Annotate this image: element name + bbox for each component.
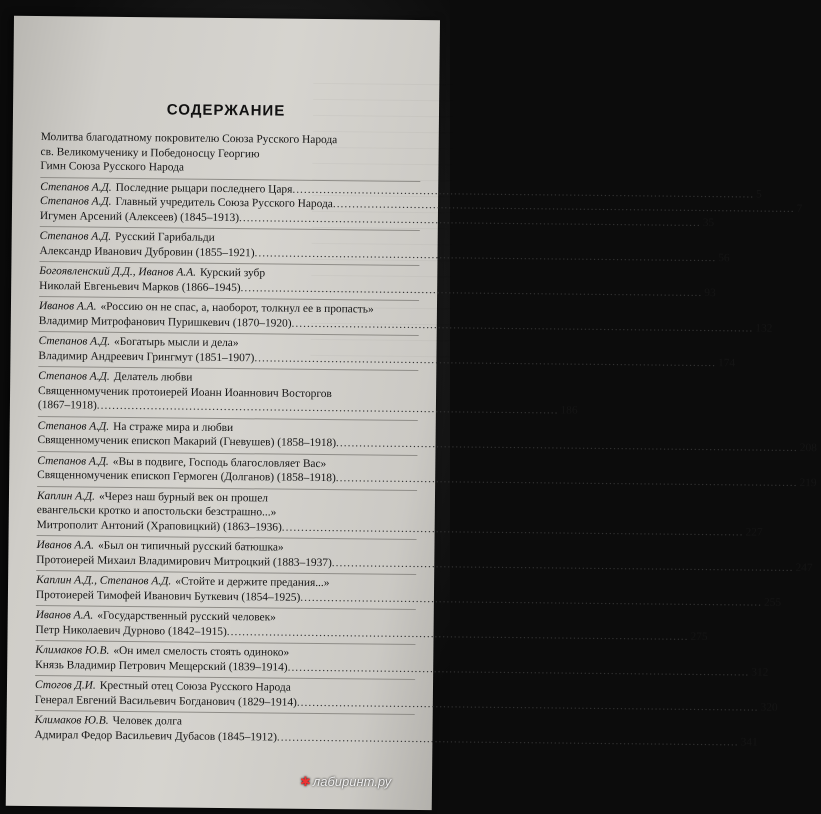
toc-leader-dots (332, 556, 794, 575)
toc-page-number: 341 (740, 735, 758, 749)
toc-author: Стогов Д.И. (34, 679, 96, 692)
toc-page-number: 93 (704, 286, 716, 299)
toc-entry (35, 605, 708, 643)
toc-page-number: 227 (745, 525, 763, 539)
toc-title: Главный учредитель Союза Русского Народа (115, 195, 333, 211)
toc-author: Степанов А.Д. (40, 180, 112, 194)
toc-author: Иванов А.А. (35, 609, 94, 622)
toc-entry (35, 570, 782, 609)
toc-title: Последние рыцари последнего Царя (115, 181, 293, 196)
toc-title: евангельски кротко и апостольски безстрашно...» (36, 504, 277, 519)
toc-line (39, 209, 715, 229)
toc-entry (38, 296, 773, 335)
toc-title: св. Великомученику и Победоносцу Георгию (40, 145, 260, 160)
toc-entry (34, 675, 778, 714)
toc-title: Курский зубр (199, 266, 266, 280)
watermark-text: лабиринт.ру (312, 774, 392, 789)
toc-entry (36, 486, 763, 539)
toc-title: Протоиерей Тимофей Иванович Буткевич (1854–1925) (35, 588, 301, 604)
watermark (300, 774, 391, 790)
toc-entry (37, 366, 578, 417)
toc-line (40, 159, 420, 177)
toc-page-number: 320 (760, 701, 778, 714)
toc-title: «Он имел смелость стоять одиноко» (113, 644, 290, 659)
toc-page-number: 5 (756, 188, 762, 201)
toc-line (35, 658, 769, 679)
toc-title: Игумен Арсений (Алексеев) (1845–1913) (39, 209, 240, 224)
toc-page-number: 312 (751, 666, 769, 679)
toc-page-number: 208 (799, 442, 817, 455)
toc-entry (39, 177, 803, 229)
toc-title: «Был он типичный русский батюшка» (97, 539, 284, 554)
toc-author: Степанов А.Д. (38, 335, 111, 348)
toc-title: «Россию он не спас, а, наоборот, толкнул ее в пропасть» (100, 300, 374, 316)
toc-title: Гимн Союза Русского Народа (40, 160, 185, 174)
toc-author: Степанов А.Д. (37, 454, 109, 468)
toc-author: Степанов А.Д. (40, 195, 112, 208)
toc-author: Климаков Ю.В. (34, 714, 109, 727)
labirint-logo-icon: ✱ (300, 774, 311, 789)
toc-author: Степанов А.Д. (38, 370, 110, 383)
toc-entry (38, 331, 736, 369)
toc-page-number: 219 (799, 477, 817, 490)
toc-leader-dots (282, 520, 744, 539)
toc-line (37, 398, 578, 417)
toc-line (34, 728, 758, 749)
toc-line (35, 623, 708, 643)
toc-title: Николай Евгеньевич Марков (1866–1945) (39, 279, 241, 294)
toc-title: Протоиерей Михаил Владимирович Митроцкий (1883–1937) (36, 553, 332, 569)
toc-leader-dots (336, 436, 798, 455)
toc-page-number: 132 (755, 322, 773, 335)
toc-author: Богоявленский Д.Д., Иванов А.А. (39, 265, 197, 279)
toc-page-number: 35 (702, 216, 715, 229)
toc-title: Петр Николаевич Дурново (1842–1915) (35, 623, 227, 638)
toc-page-number: 275 (690, 630, 708, 643)
toc-title: Молитва благодатному покровителю Союза Русского Народа (40, 131, 338, 147)
toc-title: «Богатырь мысли и дела» (114, 335, 239, 350)
toc-title: Адмирал Федор Васильевич Дубасов (1845–1912) (34, 728, 277, 744)
toc-line (36, 553, 813, 574)
toc-author: Климаков Ю.В. (35, 644, 110, 657)
toc-title: Крестный отец Союза Русского Народа (99, 679, 291, 694)
book-page (6, 16, 817, 810)
toc-title: Делатель любви (113, 370, 193, 384)
toc-title: Священномученик епископ Гермоген (Долганов) (1858–1918) (37, 469, 336, 485)
toc-line (35, 588, 782, 609)
toc-title: Священномученик протоиерей Иоанн Иоаннович Восторгов (38, 384, 332, 400)
toc-page-number: 247 (795, 561, 813, 574)
toc-entry (35, 640, 769, 679)
toc-title: Генерал Евгений Васильевич Богданович (1829–1914) (34, 693, 297, 709)
toc-title: Митрополит Антоний (Храповицкий) (1863–1936) (36, 518, 282, 534)
toc-leader-dots (336, 471, 798, 490)
toc-leader-dots (227, 625, 689, 644)
toc-page-number: 7 (796, 202, 803, 216)
toc-page-number: 186 (560, 404, 578, 417)
toc-leader-dots (277, 730, 739, 749)
toc-leader-dots (288, 660, 750, 679)
toc-title: Владимир Митрофанович Пуришкевич (1870–1920) (38, 314, 292, 330)
toc-title: «Стойте и держите предания...» (175, 575, 330, 590)
toc-line (34, 693, 778, 714)
toc-author: Иванов А.А. (36, 539, 95, 552)
toc-page-number: 174 (717, 356, 736, 369)
toc-title: Александр Иванович Дубровин (1855–1921) (39, 244, 255, 259)
toc-leader-dots (241, 281, 703, 300)
toc-leader-dots (297, 695, 759, 714)
toc-page-number: 255 (763, 596, 782, 609)
table-of-contents (34, 128, 817, 749)
toc-entry (37, 451, 817, 490)
page-title: СОДЕРЖАНИЕ (166, 101, 286, 120)
toc-entry (40, 128, 420, 177)
toc-line (36, 518, 763, 539)
toc-line (39, 244, 730, 264)
toc-title: Владимир Андреевич Грингмут (1851–1907) (38, 349, 255, 364)
toc-leader-dots (292, 316, 754, 335)
toc-line (37, 468, 817, 490)
toc-line (37, 433, 817, 455)
toc-entry (37, 416, 817, 455)
toc-title: Священномученик епископ Макарий (Гневушев) (1858–1918) (37, 434, 337, 450)
toc-leader-dots (254, 351, 716, 370)
toc-title: Человек долга (112, 714, 183, 728)
toc-title: «Через наш бурный век он прошел (98, 490, 269, 504)
toc-author: Каплин А.Д. (36, 489, 96, 503)
toc-entry (36, 535, 813, 574)
toc-author: Степанов А.Д. (39, 230, 112, 243)
toc-title: «Вы в подвиге, Господь благословляет Вас» (112, 455, 327, 470)
toc-leader-dots (300, 590, 762, 609)
toc-title: (1867–1918) (37, 399, 97, 412)
toc-entry (39, 261, 716, 299)
toc-page-number: 56 (718, 251, 730, 264)
toc-line (39, 279, 716, 299)
toc-leader-dots (254, 246, 716, 265)
toc-leader-dots (97, 399, 559, 418)
toc-title: На страже мира и любви (113, 420, 234, 434)
toc-title: Русский Гарибальди (115, 230, 215, 244)
toc-author: Иванов А.А. (38, 300, 97, 313)
toc-author: Степанов А.Д. (37, 419, 110, 433)
toc-entry (39, 226, 730, 264)
toc-title: Князь Владимир Петрович Мещерский (1839–1914) (35, 658, 288, 674)
toc-author: Каплин А.Д., Степанов А.Д. (36, 574, 172, 588)
toc-entry (34, 710, 758, 749)
toc-title: «Государственный русский человек» (97, 609, 276, 624)
toc-line (38, 314, 773, 335)
toc-line (38, 349, 736, 369)
